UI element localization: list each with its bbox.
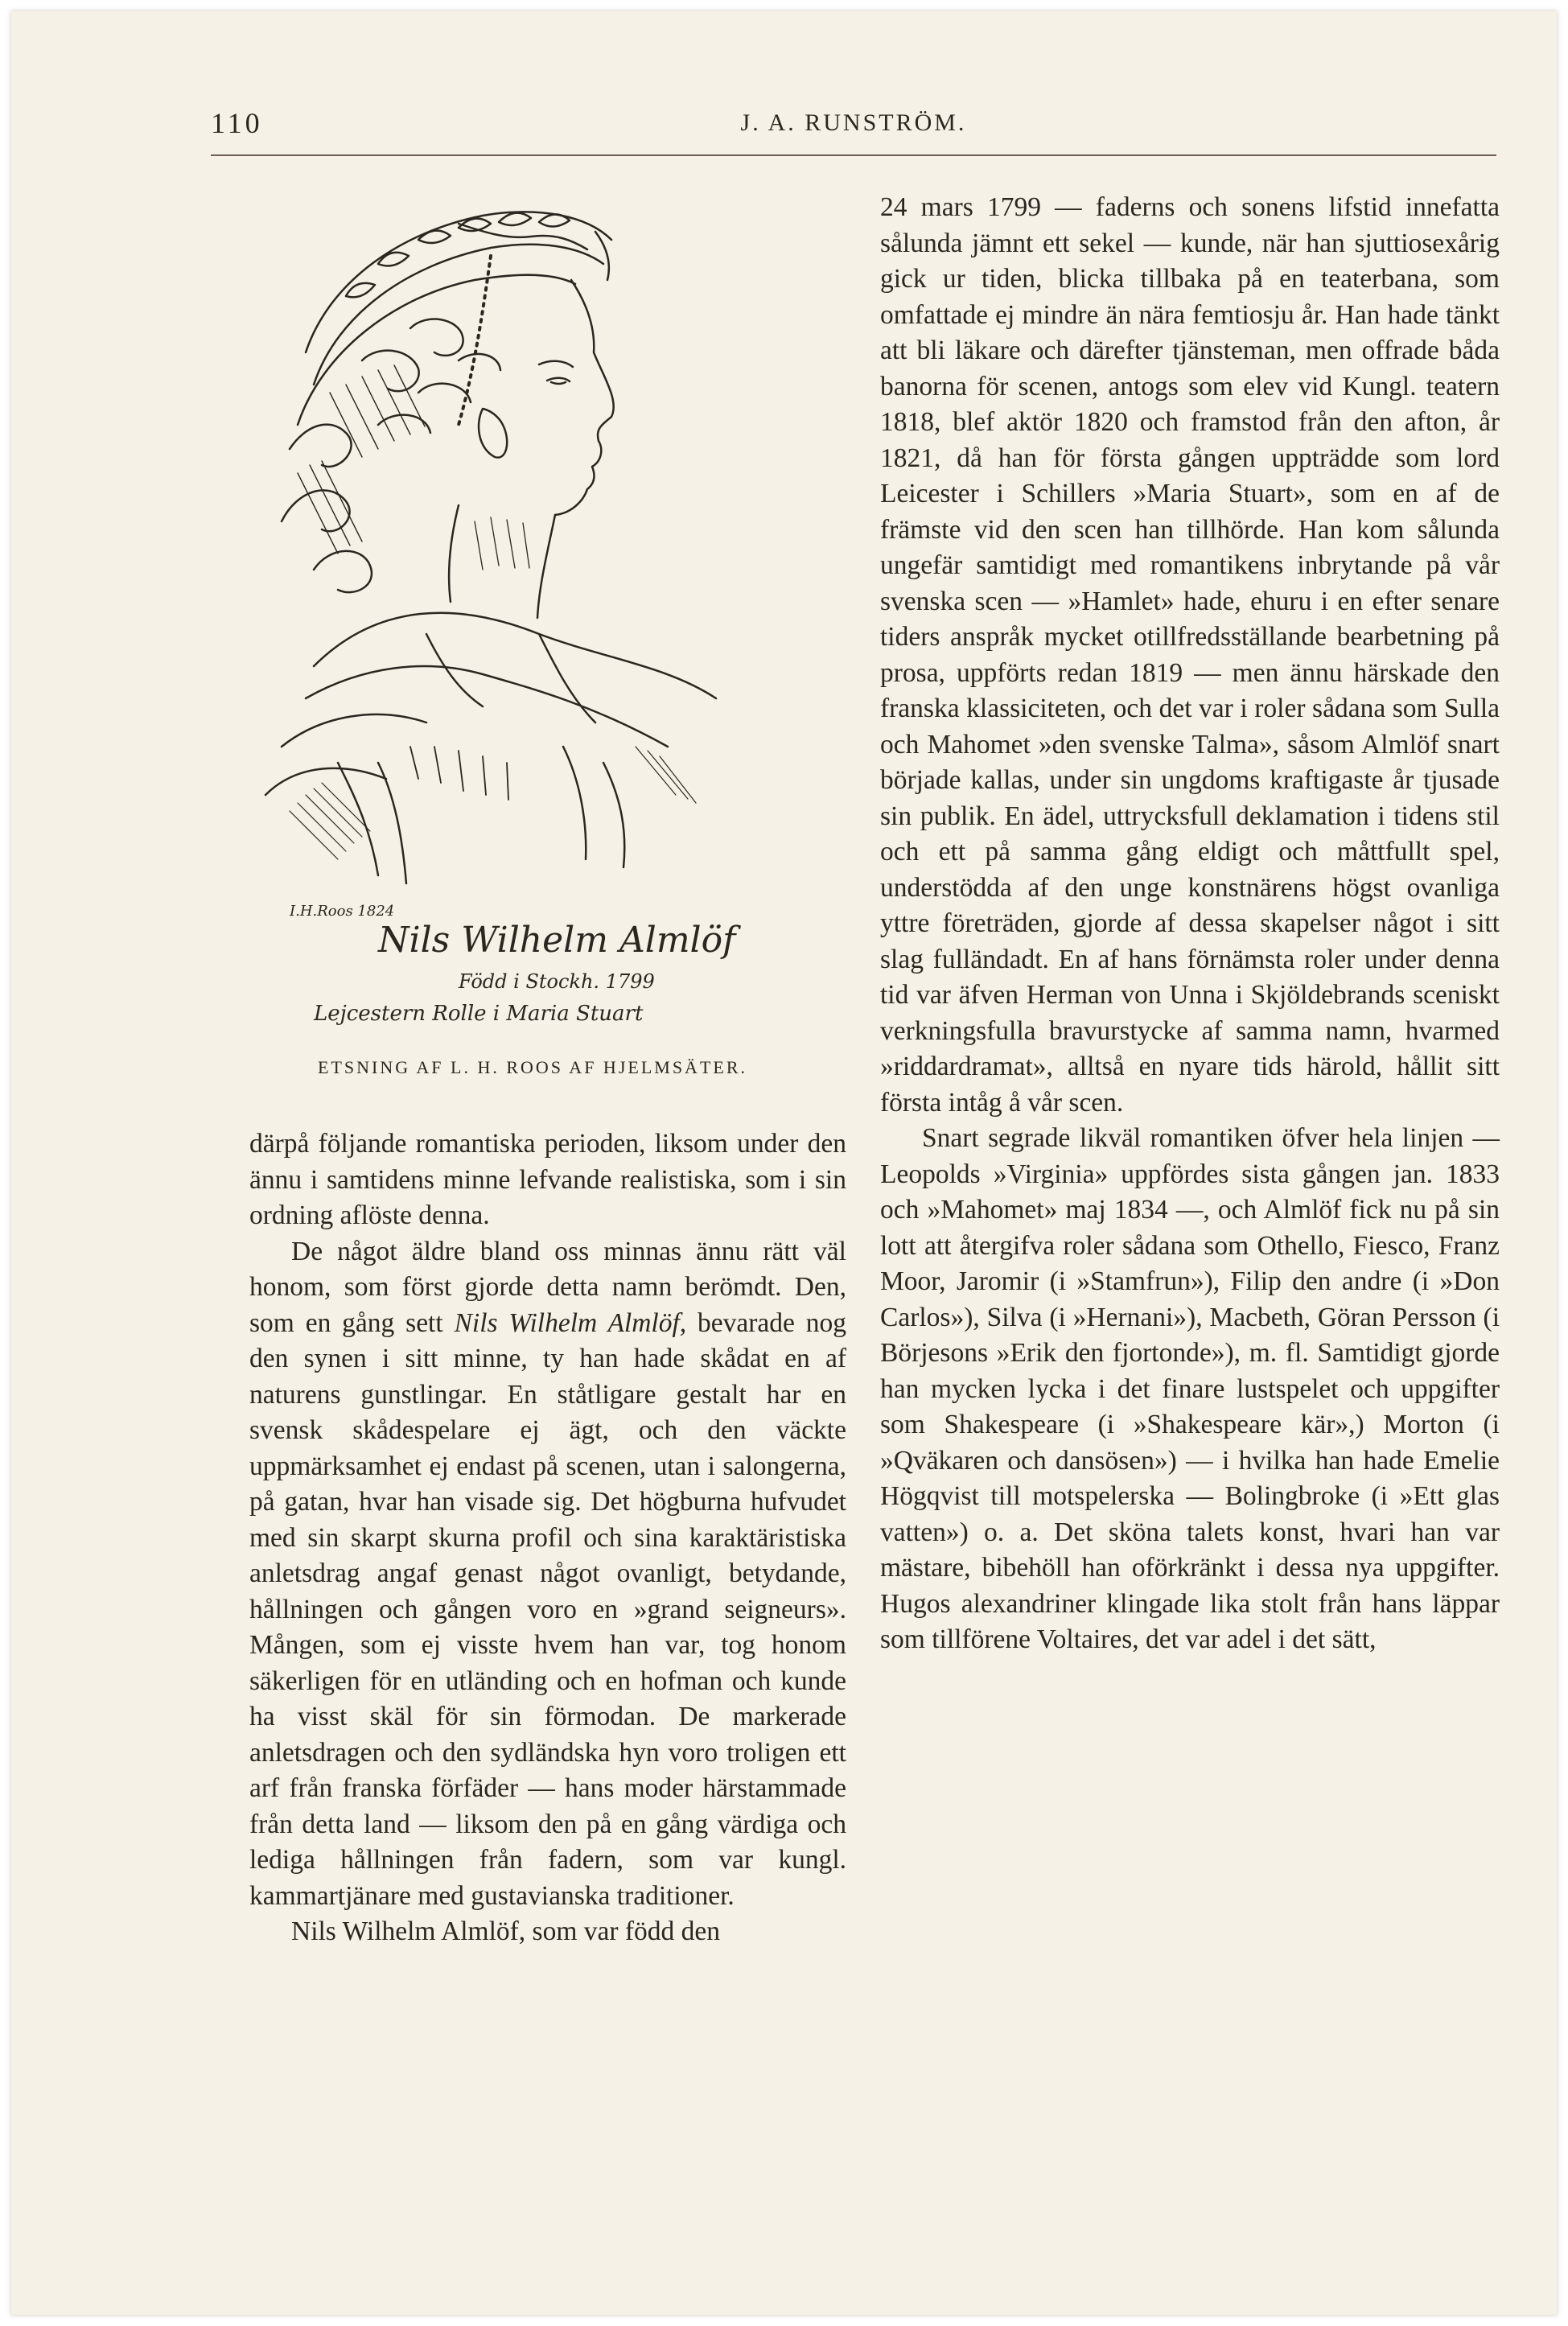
signature-birth: Född i Stockh. 1799 (459, 970, 655, 993)
actor-name: Nils Wilhelm Almlöf, (454, 1307, 687, 1338)
left-paragraph-2 (249, 1234, 846, 1915)
right-paragraph-1: 24 mars 1799 — faderns och sonens lifstid innefatta sålunda jämnt ett sekel — kunde, när han sjuttiosexårig gick ur tiden, blicka tillbaka på en teaterbana, som omfattade ej mindre än nära femtiosju år. Han hade tänkt att bli läkare och därefter tjänsteman, men offrade båda banorna för scenen, antogs som elev vid Kungl. teatern 1818, blef aktör 1820 och framstod från den afton, år 1821, då han för första gången uppträdde som lord Leicester i Schillers »Maria Stuart», som en af de främste vid den scen han tillhörde. Han kom sålunda ungefär samtidigt med romantikens inbrytande på vår svenska scen — »Hamlet» hade, ehuru i en efter senare tiders anspråk mycket otillfredsställande bearbetning på prosa, uppförts redan 1819 — men ännu härskade den franska klassiciteten, och det var i roler sådana som Sulla och Mahomet »den svenske Talma», såsom Almlöf snart började kallas, under sin ungdoms kraftigaste år tjusade sin publik. En ädel, uttrycksfull deklamation i tidens stil och ett på samma gång eldigt och måttfullt spel, understödda af den unge konstnärens högst ovanliga yttre företräden, gjorde af dessa skapelser något i sitt slag fulländadt. En af hans förnämsta roler under denna tid var äfven Herman von Unna i Skjöldebrands sceniskt verkningsfulla bravurstycke af samma namn, hvarmed »riddardramat», alltså en nyare tids härold, hållit sitt första intåg å vår scen. (880, 192, 1500, 1118)
page-number: 110 (211, 107, 263, 139)
illustration-caption: ETSNING AF L. H. ROOS AF HJELMSÄTER. (318, 1057, 747, 1077)
left-paragraph-3: Nils Wilhelm Almlöf, som var född den (291, 1916, 721, 1946)
running-title: J. A. RUNSTRÖM. (740, 109, 967, 136)
signature-name: Nils Wilhelm Almlöf (378, 920, 736, 961)
right-paragraph-2: Snart segrade likväl romantiken öfver hela linjen — Leopolds »Virginia» uppfördes sista gången jan. 1833 och »Mahomet» maj 1834 —, och Almlöf fick nu på sin lott att återgifva roler sådana som Othello, Fiesco, Franz Moor, Jaromir (i »Stamfrun»), Filip den andre (i »Don Carlos»), Silva (i »Hernani»), Macbeth, Göran Persson (i Börjesons »Erik den fjortonde»), m. fl. Samtidigt gjorde han mycken lycka i det finare lustspelet och uppgifter som Shakespeare (i »Shakespeare kär»,) Morton (i »Qväkaren och dansösen») — i hvilka han hade Emelie Högqvist till motspelerska — Bolingbroke (i »Ett glas vatten») o. a. Det sköna talets konst, hvari han var mästare, bibehöll han oförkränkt i dessa nya uppgifter. Hugos alexandriner klingade lika stolt från hans läppar som tillförene Voltaires, det var adel i det sätt, (880, 1123, 1500, 1654)
running-head (211, 106, 1496, 156)
left-paragraph-1: därpå följande romantiska perioden, liksom under den ännu i samtidens minne lefvande realistiska, som i sin ordning aflöste denna. (249, 1129, 846, 1230)
left-paragraph-2-start: De något äldre bland oss minnas ännu rätt väl honom, som först gjorde detta namn berömdt. Den, som en gång sett (249, 1236, 846, 1338)
left-column (249, 1126, 846, 1950)
right-column (880, 190, 1500, 1658)
svg-text:I.H.Roos 1824: I.H.Roos 1824 (290, 903, 395, 920)
signature-role: Lejcestern Rolle i Maria Stuart (314, 1002, 644, 1026)
portrait-etching (217, 183, 861, 1052)
left-paragraph-2-rest: bevarade nog den synen i sitt minne, ty han hade skådat en af naturens gunstlingar. En ståtligare gestalt har en svensk skådespelare ej ägt, och den väckte uppmärksamhet ej endast på scenen, utan i salongerna, på gatan, hvar han visade sig. Det högburna hufvudet med sin skarpt skurna profil och sina karaktäristiska anletsdrag angaf genast något ovanligt, betydande, hållningen och gången voro en »grand seigneurs». Mången, som ej visste hvem han var, tog honom säkerligen för en utländing och en hofman och kunde ha visst skäl för sin förmodan. De markerade anletsdragen och den sydländska hyn voro troligen ett arf från franska förfäder — hans moder härstammade från detta land — liksom den på en gång värdiga och lediga hållningen från fadern, som var kungl. kammartjänare med gustavianska traditioner. (249, 1307, 847, 1911)
